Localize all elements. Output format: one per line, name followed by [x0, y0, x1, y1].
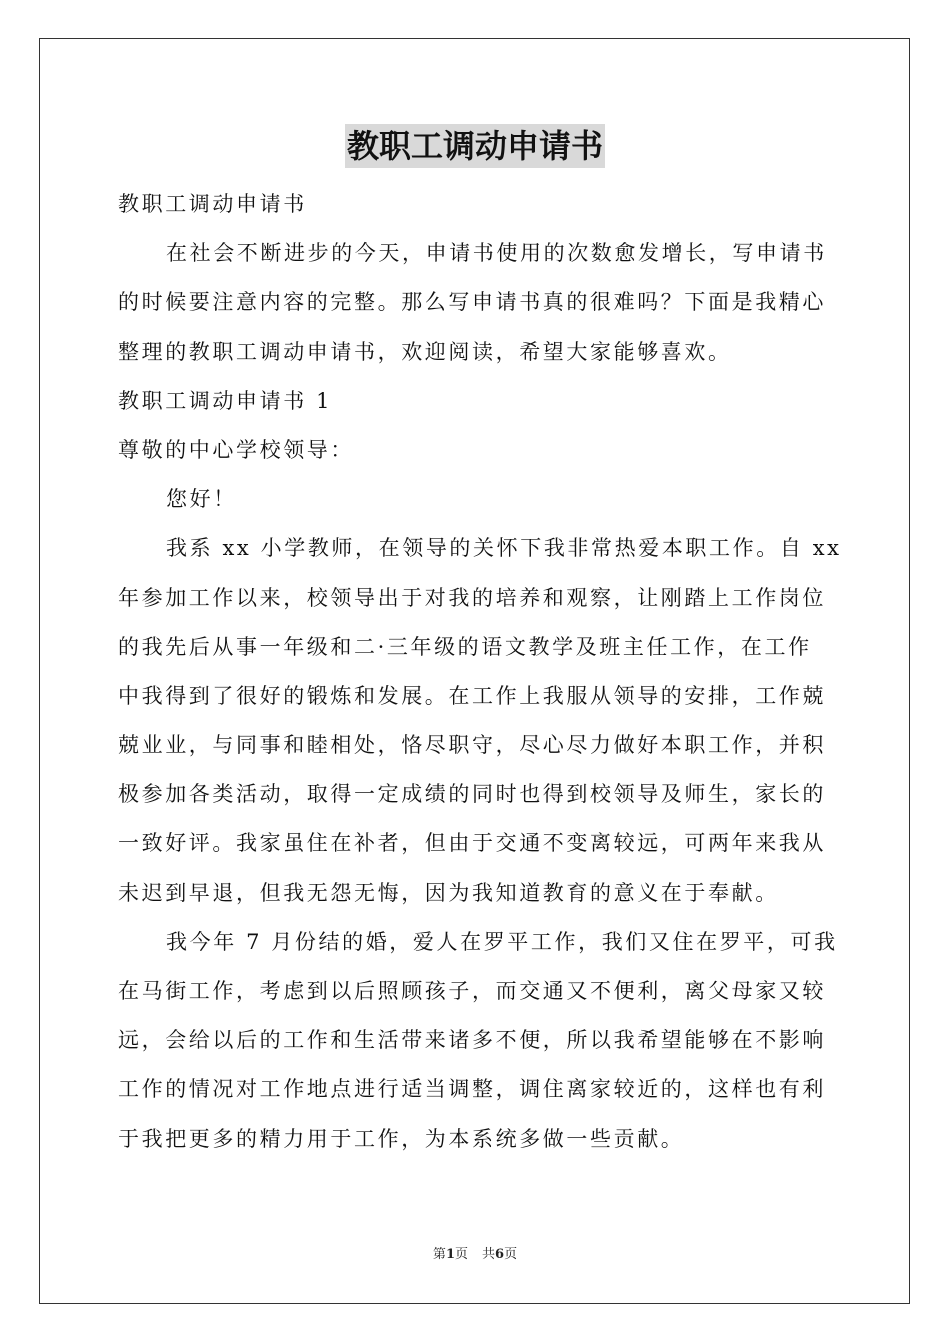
text-line: 未迟到早退，但我无怨无悔，因为我知道教育的意义在于奉献。 — [118, 880, 779, 905]
text-line: 我今年 7 月份结的婚，爱人在罗平工作，我们又住在罗平，可我 — [166, 929, 838, 954]
text-line: 极参加各类活动，取得一定成绩的同时也得到校领导及师生，家长的 — [118, 782, 826, 807]
text-line: 教职工调动申请书 1 — [118, 388, 333, 413]
title-container — [0, 124, 950, 168]
footer-total-suffix: 页 — [504, 1247, 518, 1262]
text-line: 在社会不断进步的今天，申请书使用的次数愈发增长，写申请书 — [166, 241, 827, 266]
text-line: 兢业业，与同事和睦相处，恪尽职守，尽心尽力做好本职工作，并积 — [118, 733, 826, 758]
text-line: 整理的教职工调动申请书，欢迎阅读，希望大家能够喜欢。 — [118, 339, 732, 364]
text-line: 尊敬的中心学校领导： — [118, 437, 354, 462]
text-line: 一致好评。我家虽住在补者，但由于交通不变离较远，可两年来我从 — [118, 831, 826, 856]
text-line: 教职工调动申请书 — [118, 192, 307, 216]
document-body — [118, 180, 842, 1164]
footer-page-number: 1 — [445, 1247, 455, 1262]
document-title: 教职工调动申请书 — [345, 124, 605, 168]
footer-page-prefix: 第 — [432, 1247, 446, 1262]
text-line: 远，会给以后的工作和生活带来诸多不便，所以我希望能够在不影响 — [118, 1028, 826, 1053]
text-line: 我系 xx 小学教师，在领导的关怀下我非常热爱本职工作。自 xx — [166, 536, 842, 561]
text-line: 的我先后从事一年级和二·三年级的语文教学及班主任工作，在工作 — [118, 634, 812, 659]
footer-page-suffix: 页 — [454, 1247, 468, 1262]
text-line: 您好！ — [166, 487, 237, 512]
text-line: 于我把更多的精力用于工作，为本系统多做一些贡献。 — [118, 1126, 685, 1151]
page-footer — [0, 1246, 950, 1264]
footer-total-prefix: 共 — [482, 1247, 496, 1262]
text-line: 工作的情况对工作地点进行适当调整，调住离家较近的，这样也有利 — [118, 1077, 826, 1102]
text-line: 的时候要注意内容的完整。那么写申请书真的很难吗？下面是我精心 — [118, 290, 826, 315]
text-line: 年参加工作以来，校领导出于对我的培养和观察，让刚踏上工作岗位 — [118, 585, 826, 610]
text-line: 在马街工作，考虑到以后照顾孩子，而交通又不便利，离父母家又较 — [118, 979, 826, 1003]
footer-total-pages: 6 — [495, 1247, 505, 1262]
text-line: 中我得到了很好的锻炼和发展。在工作上我服从领导的安排，工作兢 — [118, 683, 826, 708]
